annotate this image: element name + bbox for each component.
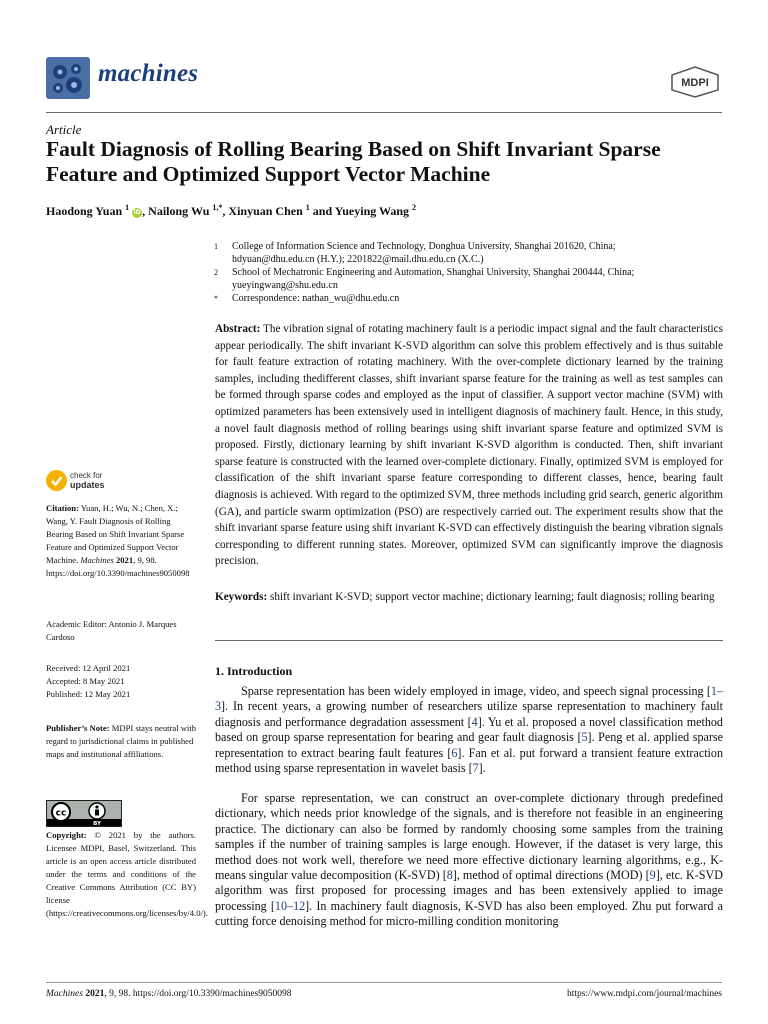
citation-year: 2021 [115, 555, 134, 565]
affiliation-1 [214, 240, 724, 266]
editor-label: Academic Editor: [46, 619, 107, 629]
footer-journal: Machines [46, 989, 83, 999]
citation-label: Citation: [46, 503, 79, 513]
article-type: Article [46, 122, 82, 137]
accepted-date: Accepted: 8 May 2021 [46, 676, 125, 686]
editor-name: Antonio J. Marques Cardoso [46, 619, 177, 642]
citation-doi[interactable]: , 9, 98. https://doi.org/10.3390/machines9050098 [46, 555, 190, 578]
publisher-note-text: MDPI stays neutral with regard to jurisdictional claims in published maps and institutional affiliations. [46, 723, 196, 759]
affiliation-2 [214, 266, 724, 292]
affiliation-mark: 1 [214, 242, 218, 251]
copyright-block [46, 829, 208, 920]
intro-paragraph-2 [215, 791, 723, 930]
citation-link[interactable]: 4 [471, 714, 478, 729]
keywords [215, 589, 723, 606]
abstract-text: The vibration signal of rotating machinery fault is a periodic impact signal and the fault characteristics appear periodically. The shift invariant K-SVD algorithm can solve this problem effectively and is thus suitable for fault feature extraction of rotating machinery. With the over-complete dictionary learned by the training samples, including thedifferent classes, shift invariant sparse feature for the training as well as test samples can be formed through sparse codes and employed as the input of classifier. A support vector machine (SVM) with optimized parameters has been extensively used in intelligent diagnosis of machinery fault. Hence, in this study, a novel fault diagnosis method of rolling bearings using shift invariant sparse feature and optimized SVM is proposed. Firstly, dictionary learning by shift invariant K-SVD algorithm is conducted. Then, shift invariant sparse feature is constructed with the learned over-complete dictionary. Finally, optimized SVM is employed for classification of the shift invariant sparse feature corresponding to different classes, hence, bearing fault diagnosis is achieved. With regard to the optimized SVM, three methods including grid search, generic algorithm (GA), and particle swarm optimization (PSO) are respectively carried out. The experiment results show that the shift invariant sparse feature using shift invariant K-SVD can effectively distinguish the bearing vibration signals corresponding to different running states. Moreover, optimized SVM can significantly improve the diagnosis precision. [215, 323, 723, 568]
article-title: Fault Diagnosis of Rolling Bearing Based on Shift Invariant Sparse Feature and Optimized Support Vector Machine [46, 137, 661, 186]
paragraph-text: ], etc. K-SVD algorithm was first proposed for processing images and has been extensively applied to image processing [ [215, 868, 724, 913]
author-name: Haodong Yuan [46, 204, 123, 218]
correspondence-line: Correspondence: nathan_wu@dhu.edu.cn [232, 293, 400, 304]
orcid-icon[interactable]: iD [133, 209, 141, 216]
published-date: Published: 12 May 2021 [46, 689, 131, 699]
updates-text: updates [70, 480, 105, 490]
author-name: Nailong Wu [148, 204, 210, 218]
publication-dates [46, 662, 196, 701]
copyright-label: Copyright: [46, 830, 87, 840]
footer-year: 2021 [85, 989, 105, 999]
citation-link[interactable]: 5 [581, 730, 588, 745]
intro-paragraph-1 [215, 684, 723, 776]
citation-link[interactable]: 10–12 [274, 898, 306, 913]
paragraph-text: ]. In recent years, a growing number of researchers utilize sparse representation to machinery fault diagnosis and performance degradation assessment [ [215, 699, 723, 729]
affiliation-line: College of Information Science and Technology, Donghua University, Shanghai 201620, China; [232, 241, 616, 252]
footer-journal-url[interactable]: https://www.mdpi.com/journal/machines [566, 989, 722, 999]
abstract-label: Abstract: [215, 323, 261, 335]
paragraph-text: ], method of optimal directions (MOD) [ [452, 868, 650, 883]
paragraph-text: ]. In machinery fault diagnosis, K-SVD has also been employed. Zhu put forward a cutting force denoising method for micro-milling condition monitoring [215, 898, 723, 929]
author-affiliation-mark: 1,* [212, 203, 223, 212]
check-updates-icon [46, 470, 67, 491]
machines-logo-icon [46, 57, 90, 99]
paragraph-text: For sparse representation, we can construct an over-complete dictionary through predefined dictionary, which needs prior knowledge of the signals, and is therefore not feasible in an engineering practice. The dictionary can also be formed by randomly choosing some samples from the training samples if the number of training samples is large enough. However, if the dataset is very large, this method does not work well, therefore we need more effective dictionary learning algorithms, e.g., K-means singular value decomposition (K-SVD) [ [215, 791, 723, 883]
cc-by-license-icon[interactable] [46, 800, 122, 827]
keywords-label: Keywords: [215, 591, 268, 603]
affiliation-line: School of Mechatronic Engineering and Automation, Shanghai University, Shanghai 200444, China; [232, 267, 635, 278]
affiliation-email: yueyingwang@shu.edu.cn [232, 280, 338, 291]
check-text: check for [70, 471, 103, 480]
check-for-updates-badge[interactable] [46, 470, 196, 496]
author-list: Haodong Yuan $^1$ iD, Nailong Wu $^{1,*}$, Xinyuan Chen $^1$ and Yueying Wang $^2$ [46, 203, 417, 218]
citation-link[interactable]: 1–3 [215, 684, 723, 714]
correspondence [214, 292, 724, 305]
author-name: Yueying Wang [334, 204, 410, 218]
paragraph-text: ]. Peng et al. applied sparse representation to extract bearing fault features [ [215, 730, 723, 760]
copyright-text: © 2021 by the authors. Licensee MDPI, Basel, Switzerland. This article is an open access article distributed under the terms and conditions of the Creative Commons Attribution (CC BY) license (https://creativecommons.org/licenses/by/4.0/). [46, 830, 208, 918]
footer-citation [46, 989, 292, 999]
publisher-note [46, 722, 196, 761]
paragraph-text: Sparse representation has been widely employed in image, video, and speech signal processing [ [241, 684, 711, 698]
received-date: Received: 12 April 2021 [46, 663, 131, 673]
journal-name: machines [98, 60, 199, 87]
author-affiliation-mark: 1 [305, 203, 310, 212]
correspondence-mark: * [214, 294, 218, 303]
by-mark: BY [93, 821, 101, 826]
abstract [215, 321, 723, 570]
footer-rule [46, 982, 722, 983]
affiliation-email: hdyuan@dhu.edu.cn (H.Y.); 2201822@mail.dhu.edu.cn (X.C.) [232, 254, 484, 265]
publisher-note-label: Publisher’s Note: [46, 723, 110, 733]
author-name: Xinyuan Chen [228, 204, 303, 218]
author-affiliation-mark: 2 [412, 203, 417, 212]
paragraph-text: ]. [478, 761, 486, 776]
keywords-text: shift invariant K-SVD; support vector machine; dictionary learning; fault diagnosis; rolling bearing [270, 591, 715, 603]
mdpi-logo-icon [668, 66, 722, 98]
paragraph-text: ]. Fan et al. put forward a transient feature extraction method using sparse representation in wavelet basis [ [215, 745, 724, 776]
citation-text: Yuan, H.; Wu, N.; Chen, X.; Wang, Y. Fault Diagnosis of Rolling Bearing Based on Shift Invariant Sparse Feature and Optimized Support Vector Machine. [46, 503, 185, 565]
citation-link[interactable]: 6 [451, 745, 458, 760]
citation-link[interactable]: 7 [472, 761, 479, 776]
citation-journal: Machines [80, 555, 114, 565]
citation-block [46, 502, 196, 580]
footer-doi[interactable]: , 9, 98. https://doi.org/10.3390/machines9050098 [104, 989, 292, 999]
affiliation-mark: 2 [214, 268, 218, 277]
mdpi-wordmark: MDPI [681, 77, 709, 89]
author-affiliation-mark: 1 [125, 203, 130, 212]
citation-link[interactable]: 9 [649, 868, 656, 883]
citation-link[interactable]: 8 [446, 868, 453, 883]
header-rule [46, 112, 722, 113]
paragraph-text: ]. Yu et al. proposed a novel classification method based on group sparse representation for bearing and gear fault diagnosis [ [215, 714, 723, 745]
section-rule [215, 640, 723, 641]
academic-editor [46, 618, 196, 644]
section-heading-introduction: 1. Introduction [215, 664, 293, 678]
cc-mark: cc [55, 808, 67, 819]
